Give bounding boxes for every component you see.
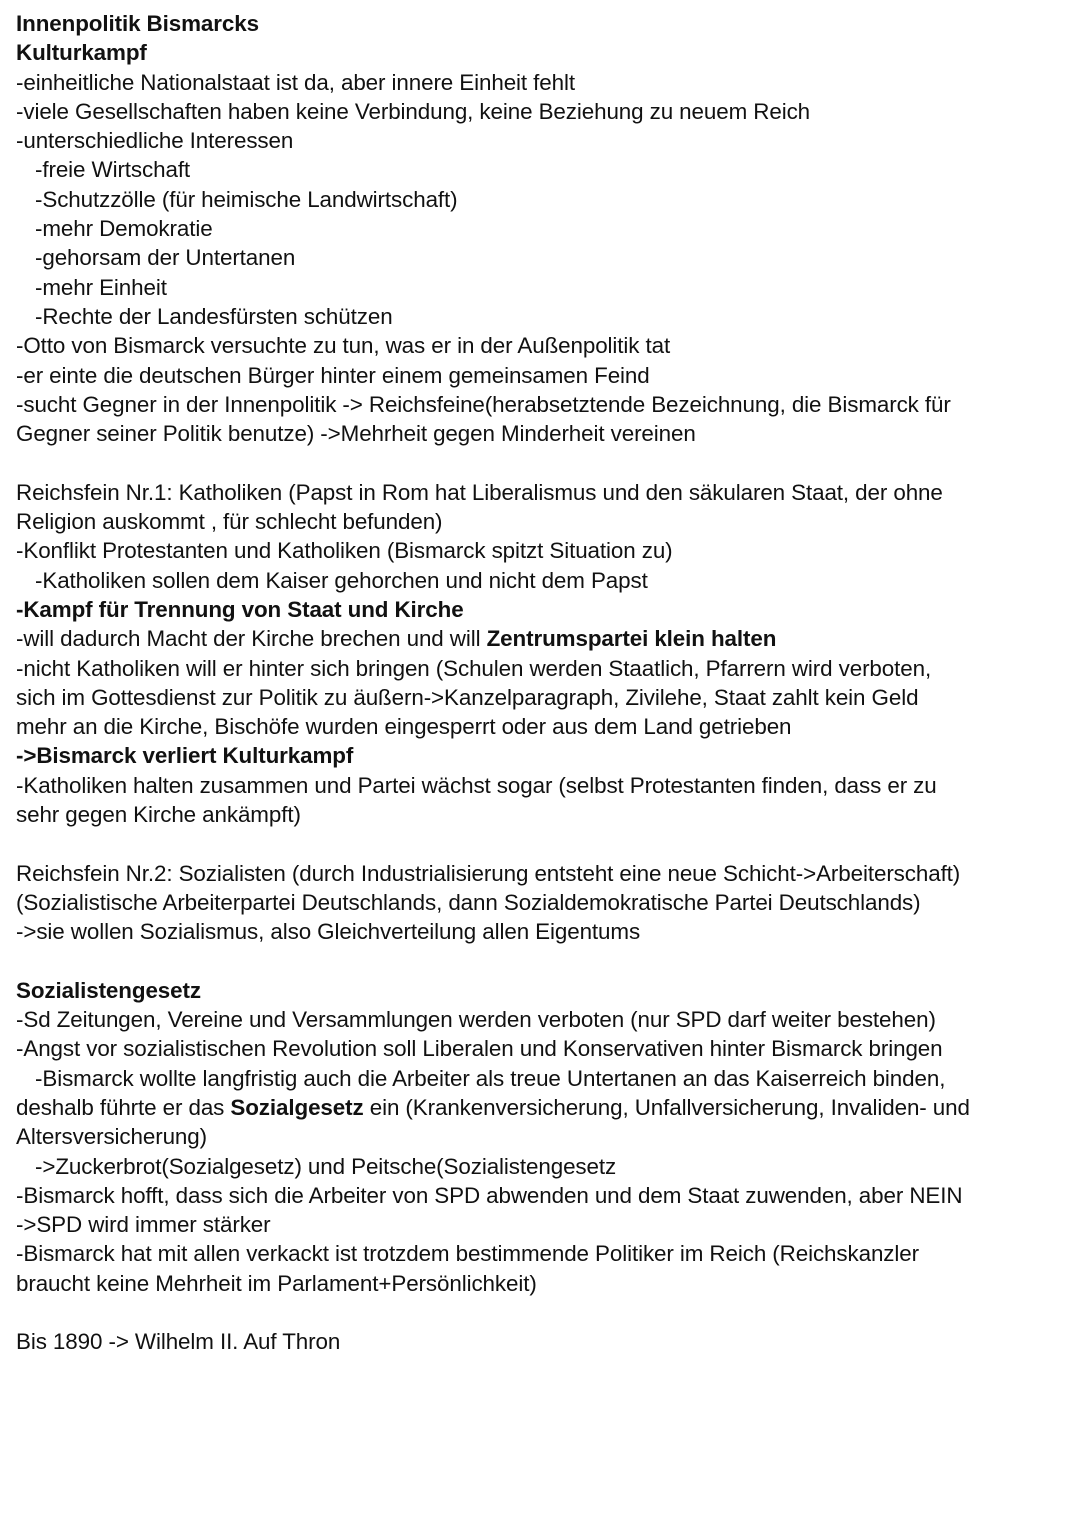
text-segment: mehr an die Kirche, Bischöfe wurden eingesperrt oder aus dem Land getrieben [16,714,792,740]
text-segment: -Bismarck wollte langfristig auch die Arbeiter als treue Untertanen an das Kaiserreich binden, [35,1065,946,1091]
text-segment: sehr gegen Kirche ankämpft) [16,802,301,828]
text-line [16,1152,1066,1181]
text-line [16,1327,1066,1356]
text-line [16,155,1066,184]
text-segment: sich im Gottesdienst zur Politik zu äußern->Kanzelparagraph, Zivilehe, Staat zahlt kein Geld [16,684,919,710]
text-line [16,654,1066,683]
text-segment: -Katholiken halten zusammen und Partei wächst sogar (selbst Protestanten finden, dass er zu [16,772,937,798]
bold-text: Innenpolitik Bismarcks [16,11,259,36]
text-segment: -nicht Katholiken will er hinter sich bringen (Schulen werden Staatlich, Pfarrern wird verboten, [16,655,932,681]
bold-text: ->Bismarck verliert Kulturkampf [16,743,354,769]
text-line [16,1181,1066,1210]
text-line [16,478,1066,507]
bold-text: Kulturkampf [16,40,147,66]
text-line [16,976,1066,1005]
text-segment: braucht keine Mehrheit im Parlament+Persönlichkeit) [16,1270,537,1296]
text-segment: Altersversicherung) [16,1124,207,1150]
bold-text: -Kampf für Trennung von Staat und Kirche [16,596,464,622]
text-segment: -viele Gesellschaften haben keine Verbindung, keine Beziehung zu neuem Reich [16,98,811,124]
text-line [16,419,1066,448]
text-line [16,741,1066,770]
text-line [16,126,1066,155]
text-line [16,185,1066,214]
text-line [16,1005,1066,1034]
text-line [16,507,1066,536]
text-line [16,1093,1066,1122]
text-line [16,1122,1066,1151]
text-segment: -Bismarck hofft, dass sich die Arbeiter von SPD abwenden und dem Staat zuwenden, aber NEIN [16,1182,963,1208]
text-segment: -Rechte der Landesfürsten schützen [35,303,393,329]
text-segment: -Schutzzölle (für heimische Landwirtschaft) [35,186,458,212]
text-segment: Religion auskommt , für schlecht befunden) [16,509,443,535]
text-line [16,683,1066,712]
text-line [16,390,1066,419]
text-segment: Bis 1890 -> Wilhelm II. Auf Thron [16,1329,341,1355]
text-line [16,243,1066,272]
text-line [16,917,1066,946]
text-segment: deshalb führte er das [16,1094,231,1120]
text-line [16,38,1066,67]
text-line [16,361,1066,390]
text-segment: -freie Wirtschaft [35,157,191,183]
text-segment: -sucht Gegner in der Innenpolitik -> Reichsfeine(herabsetztende Bezeichnung, die Bismarck für [16,391,951,417]
bold-text: Sozialistengesetz [16,977,201,1003]
text-line [16,712,1066,741]
text-line [16,1034,1066,1063]
text-line [16,9,1066,38]
text-segment: -Katholiken sollen dem Kaiser gehorchen und nicht dem Papst [35,567,648,593]
text-segment: -mehr Demokratie [35,216,213,242]
blank-line [16,829,1066,858]
text-line [16,214,1066,243]
text-segment: -Bismarck hat mit allen verkackt ist trotzdem bestimmende Politiker im Reich (Reichskanzler [16,1241,919,1267]
text-line [16,331,1066,360]
bold-text: Sozialgesetz [230,1094,364,1120]
text-line [16,1064,1066,1093]
text-segment: ein (Krankenversicherung, Unfallversicherung, Invaliden- und [363,1094,970,1120]
text-segment: -Otto von Bismarck versuchte zu tun, was er in der Außenpolitik tat [16,333,671,359]
text-segment: -Sd Zeitungen, Vereine und Versammlungen werden verboten (nur SPD darf weiter bestehen) [16,1007,936,1033]
text-line [16,888,1066,917]
text-segment: -unterschiedliche Interessen [16,128,294,154]
text-segment: -gehorsam der Untertanen [35,245,296,271]
text-line [16,859,1066,888]
text-segment: -mehr Einheit [35,274,167,300]
text-segment: -Konflikt Protestanten und Katholiken (Bismarck spitzt Situation zu) [16,538,673,564]
text-line [16,800,1066,829]
text-segment: ->SPD wird immer stärker [16,1212,271,1238]
text-line [16,595,1066,624]
text-line [16,1210,1066,1239]
blank-line [16,1298,1066,1327]
blank-line [16,448,1066,477]
text-line [16,68,1066,97]
text-segment: -er einte die deutschen Bürger hinter einem gemeinsamen Feind [16,362,650,388]
text-segment: -Angst vor sozialistischen Revolution soll Liberalen und Konservativen hinter Bismarck bringen [16,1036,943,1062]
text-line [16,302,1066,331]
text-line [16,771,1066,800]
text-segment: ->sie wollen Sozialismus, also Gleichverteilung allen Eigentums [16,919,641,945]
text-line [16,566,1066,595]
text-segment: Gegner seiner Politik benutze) ->Mehrheit gegen Minderheit vereinen [16,421,696,447]
text-segment: -einheitliche Nationalstaat ist da, aber innere Einheit fehlt [16,69,575,95]
text-line [16,97,1066,126]
text-line [16,624,1066,653]
text-line [16,1239,1066,1268]
text-line [16,1269,1066,1298]
text-segment: -will dadurch Macht der Kirche brechen und will [16,626,487,652]
bold-text: Zentrumspartei klein halten [486,626,777,652]
text-segment: Reichsfein Nr.1: Katholiken (Papst in Rom hat Liberalismus und den säkularen Staat, der ohne [16,479,943,505]
text-segment: Reichsfein Nr.2: Sozialisten (durch Industrialisierung entsteht eine neue Schicht->Arbeiterschaft) [16,860,961,886]
text-line [16,536,1066,565]
document-body [16,9,1066,1357]
text-line [16,273,1066,302]
text-segment: (Sozialistische Arbeiterpartei Deutschlands, dann Sozialdemokratische Partei Deutschlands) [16,889,921,915]
blank-line [16,947,1066,976]
text-segment: ->Zuckerbrot(Sozialgesetz) und Peitsche(Sozialistengesetz [35,1153,617,1179]
